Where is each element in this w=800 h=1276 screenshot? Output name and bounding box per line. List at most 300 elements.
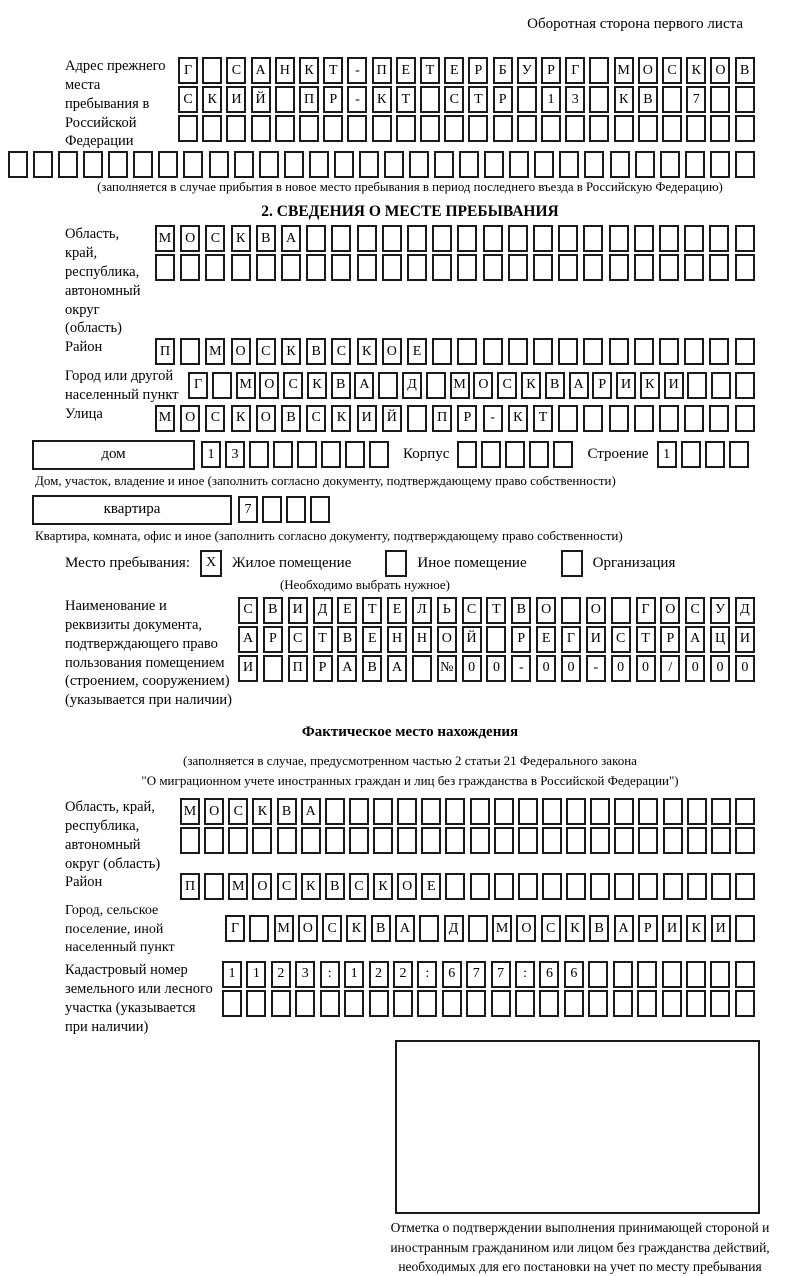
char-box [508,254,528,281]
char-box: О [252,873,272,900]
char-box: С [611,626,631,653]
char-box [663,827,683,854]
char-box [659,225,679,252]
char-box [735,873,755,900]
char-box [420,86,440,113]
char-box: 3 [565,86,585,113]
char-box [735,225,755,252]
char-box: В [263,597,283,624]
char-box [372,115,392,142]
char-box: О [586,597,606,624]
char-box: М [205,338,225,365]
char-box: Ц [710,626,730,653]
char-box: К [521,372,541,399]
char-box: С [331,338,351,365]
char-box [468,115,488,142]
char-box: Д [402,372,422,399]
char-box: А [395,915,415,942]
char-box: В [256,225,276,252]
oblast-row2 [155,254,755,281]
char-box [638,115,658,142]
char-box: О [638,57,658,84]
option-org-label: Организация [592,554,676,571]
char-box [638,798,658,825]
char-box [445,827,465,854]
char-box [259,151,279,178]
char-box [635,151,655,178]
fact-oblast-block [65,798,755,873]
char-box [204,873,224,900]
char-box: С [256,338,276,365]
char-box: М [492,915,512,942]
kvartira-type-box: квартира [32,495,232,525]
char-box [561,597,581,624]
char-box: С [205,405,225,432]
char-box: 1 [344,961,364,988]
char-box: О [382,338,402,365]
char-box: Е [387,597,407,624]
char-box: Г [178,57,198,84]
char-box [183,151,203,178]
char-box: К [202,86,222,113]
char-box: 2 [393,961,413,988]
char-box: Е [444,57,464,84]
char-box: К [373,873,393,900]
char-box [369,441,389,468]
char-box: А [281,225,301,252]
oblast-label: Область, край, республика, автономный округ (область) [65,226,141,337]
char-box: 2 [369,961,389,988]
doc-row2 [238,626,755,653]
char-box: Р [323,86,343,113]
char-box [252,827,272,854]
char-box [421,798,441,825]
checkbox-inoe [385,550,407,577]
char-box: Й [251,86,271,113]
char-box [457,441,477,468]
char-box [457,338,477,365]
char-box [8,151,28,178]
char-box [301,827,321,854]
char-box [539,990,559,1017]
char-box [494,827,514,854]
char-box [663,798,683,825]
char-box [275,115,295,142]
char-box [271,990,291,1017]
rayon-boxes [155,338,755,365]
char-box: Т [362,597,382,624]
char-box: 3 [295,961,315,988]
char-box [470,873,490,900]
char-box [533,338,553,365]
char-box: - [511,655,531,682]
prev-address-block [65,57,755,151]
prev-address-row1 [178,57,755,84]
char-box: А [614,915,634,942]
char-box: А [569,372,589,399]
char-box [589,86,609,113]
char-box [634,405,654,432]
char-box [432,338,452,365]
char-box: 1 [541,86,561,113]
char-box: С [685,597,705,624]
char-box: К [686,57,706,84]
char-box [684,405,704,432]
fact-captions [65,751,755,790]
char-box [558,225,578,252]
char-box [178,115,198,142]
char-box: О [536,597,556,624]
fact-gorod-label: Город, сельское поселение, иной населенный пункт [65,903,175,955]
char-box [711,827,731,854]
kadastr-label: Кадастровый номер земельного или лесного участка (указывается при наличии) [65,961,213,1035]
char-box: О [256,405,276,432]
char-box [659,338,679,365]
char-box: Й [382,405,402,432]
char-box [517,86,537,113]
char-box [222,990,242,1017]
char-box [468,915,488,942]
char-box: 0 [486,655,506,682]
char-box [158,151,178,178]
fact-title: Фактическое место нахождения [301,724,519,741]
char-box: К [346,915,366,942]
char-box [614,115,634,142]
char-box: О [231,338,251,365]
char-box [710,151,730,178]
kvartira-caption: Квартира, комната, офис и иное (заполнить согласно документу, подтверждающему право собственности) [35,527,623,543]
char-box [256,254,276,281]
fact-rayon-boxes [180,873,755,900]
char-box: С [462,597,482,624]
char-box: С [226,57,246,84]
stroenie-label: Строение [587,446,649,463]
doc-grid [238,597,755,684]
ulitsa-label: Улица [65,405,103,422]
mesto-row [65,550,755,577]
char-box [662,961,682,988]
char-box [735,915,755,942]
char-box [687,372,707,399]
gorod-boxes [188,372,755,399]
char-box [321,441,341,468]
doc-row3 [238,655,755,682]
char-box [281,254,301,281]
gorod-row [65,367,755,405]
char-box [638,827,658,854]
char-box: С [497,372,517,399]
char-box: - [586,655,606,682]
char-box [558,254,578,281]
char-box: П [432,405,452,432]
char-box: Т [396,86,416,113]
char-box [407,225,427,252]
char-box: В [281,405,301,432]
char-box: М [155,225,175,252]
char-box: С [322,915,342,942]
char-box [541,115,561,142]
char-box: О [397,873,417,900]
char-box [662,990,682,1017]
char-box: С [205,225,225,252]
char-box [457,254,477,281]
char-box [133,151,153,178]
char-box: К [686,915,706,942]
char-box [566,827,586,854]
char-box [299,115,319,142]
prev-address-row3 [178,115,755,142]
char-box [508,338,528,365]
char-box [583,254,603,281]
char-box [273,441,293,468]
char-box: 6 [442,961,462,988]
char-box: Т [636,626,656,653]
char-box: К [231,225,251,252]
char-box: Р [638,915,658,942]
char-box: 3 [225,441,245,468]
char-box [470,798,490,825]
fact-oblast-grid [180,798,755,856]
char-box [33,151,53,178]
fact-gorod-row [65,902,755,957]
char-box: П [155,338,175,365]
char-box: В [371,915,391,942]
char-box: 1 [201,441,221,468]
char-box [246,990,266,1017]
char-box [262,496,282,523]
char-box [687,873,707,900]
char-box [613,961,633,988]
char-box [583,225,603,252]
char-box: М [614,57,634,84]
char-box [583,338,603,365]
char-box [735,961,755,988]
char-box: К [508,405,528,432]
char-box: А [337,655,357,682]
char-box: № [437,655,457,682]
char-box [263,655,283,682]
char-box: С [228,798,248,825]
char-box [518,873,538,900]
char-box [494,873,514,900]
char-box [634,338,654,365]
char-box: 0 [735,655,755,682]
char-box: В [331,372,351,399]
char-box: : [417,961,437,988]
char-box [685,151,705,178]
char-box: Е [536,626,556,653]
char-box [735,827,755,854]
char-box [419,915,439,942]
char-box: А [238,626,258,653]
char-box: Р [457,405,477,432]
char-box [432,254,452,281]
rayon-row [65,338,755,367]
char-box [481,441,501,468]
char-box [493,115,513,142]
char-box: Р [592,372,612,399]
fact-oblast-label: Область, край, республика, автономный округ (область) [65,799,161,872]
char-box: А [354,372,374,399]
char-box: 0 [710,655,730,682]
char-box: 0 [536,655,556,682]
char-box: М [180,798,200,825]
char-box: И [238,655,258,682]
char-box: С [238,597,258,624]
prev-address-row4 [8,151,755,178]
char-box [249,441,269,468]
char-box: П [180,873,200,900]
char-box [393,990,413,1017]
char-box [369,990,389,1017]
char-box [470,827,490,854]
char-box: - [483,405,503,432]
char-box: Т [533,405,553,432]
char-box [686,990,706,1017]
kadastr-block [65,961,755,1036]
char-box [58,151,78,178]
char-box [590,827,610,854]
char-box [286,496,306,523]
char-box [420,115,440,142]
char-box: К [614,86,634,113]
char-box [412,655,432,682]
char-box: С [662,57,682,84]
char-box: В [277,798,297,825]
mesto-label: Место пребывания: [65,554,190,571]
char-box [466,990,486,1017]
char-box: 1 [657,441,677,468]
fact-oblast-row1 [180,798,755,825]
char-box [614,798,634,825]
char-box [491,990,511,1017]
char-box [614,873,634,900]
option-zhiloe-label: Жилое помещение [232,554,352,571]
char-box [711,798,731,825]
char-box: - [347,57,367,84]
char-box [407,405,427,432]
char-box: В [306,338,326,365]
char-box: О [710,57,730,84]
char-box: С [444,86,464,113]
char-box [660,151,680,178]
char-box [349,827,369,854]
char-box [325,798,345,825]
char-box: Н [387,626,407,653]
char-box [709,405,729,432]
checkbox-zhiloe: X [200,550,222,577]
char-box: К [640,372,660,399]
char-box [349,798,369,825]
char-box [542,873,562,900]
char-box [417,990,437,1017]
char-box: 6 [539,961,559,988]
char-box [202,115,222,142]
char-box [686,115,706,142]
char-box [295,990,315,1017]
char-box [590,798,610,825]
char-box: О [259,372,279,399]
char-box [584,151,604,178]
kvartira-boxes [238,496,330,523]
char-box [180,338,200,365]
doc-block [65,597,755,710]
char-box: В [735,57,755,84]
char-box: Е [337,597,357,624]
char-box [226,115,246,142]
gorod-label: Город или другой населенный пункт [65,368,179,404]
mesto-caption: (Необходимо выбрать нужное) [279,576,451,592]
char-box [710,115,730,142]
char-box: Р [541,57,561,84]
char-box [397,798,417,825]
char-box [509,151,529,178]
char-box [426,372,446,399]
char-box [710,961,730,988]
char-box: О [437,626,457,653]
char-box: 1 [246,961,266,988]
char-box [711,873,731,900]
char-box: И [662,915,682,942]
char-box [359,151,379,178]
char-box [378,372,398,399]
char-box: П [372,57,392,84]
char-box [457,225,477,252]
char-box [284,151,304,178]
char-box [684,225,704,252]
stroenie-boxes [657,441,749,468]
char-box [407,254,427,281]
char-box [637,961,657,988]
char-box [735,151,755,178]
char-box [687,827,707,854]
char-box [442,990,462,1017]
char-box: : [320,961,340,988]
dom-type-box: дом [32,440,195,470]
char-box [209,151,229,178]
char-box [609,225,629,252]
char-box: Г [636,597,656,624]
char-box: С [283,372,303,399]
fact-rayon-row [65,873,755,902]
char-box: А [301,798,321,825]
prev-address-row2 [178,86,755,113]
char-box [609,405,629,432]
char-box: К [357,338,377,365]
char-box: 1 [222,961,242,988]
doc-row1 [238,597,755,624]
char-box [508,225,528,252]
char-box [486,626,506,653]
char-box [483,338,503,365]
char-box [735,798,755,825]
char-box [589,57,609,84]
char-box [662,115,682,142]
rayon-label: Район [65,339,103,356]
char-box: И [226,86,246,113]
char-box: В [545,372,565,399]
char-box: 0 [611,655,631,682]
prev-address-caption: (заполняется в случае прибытия в новое место пребывания в период последнего въезда в Российскую Федерацию) [97,180,723,195]
char-box: И [664,372,684,399]
char-box: П [299,86,319,113]
stamp-box [395,1040,760,1214]
char-box: / [660,655,680,682]
char-box: К [307,372,327,399]
char-box [518,827,538,854]
char-box [613,990,633,1017]
char-box [445,798,465,825]
